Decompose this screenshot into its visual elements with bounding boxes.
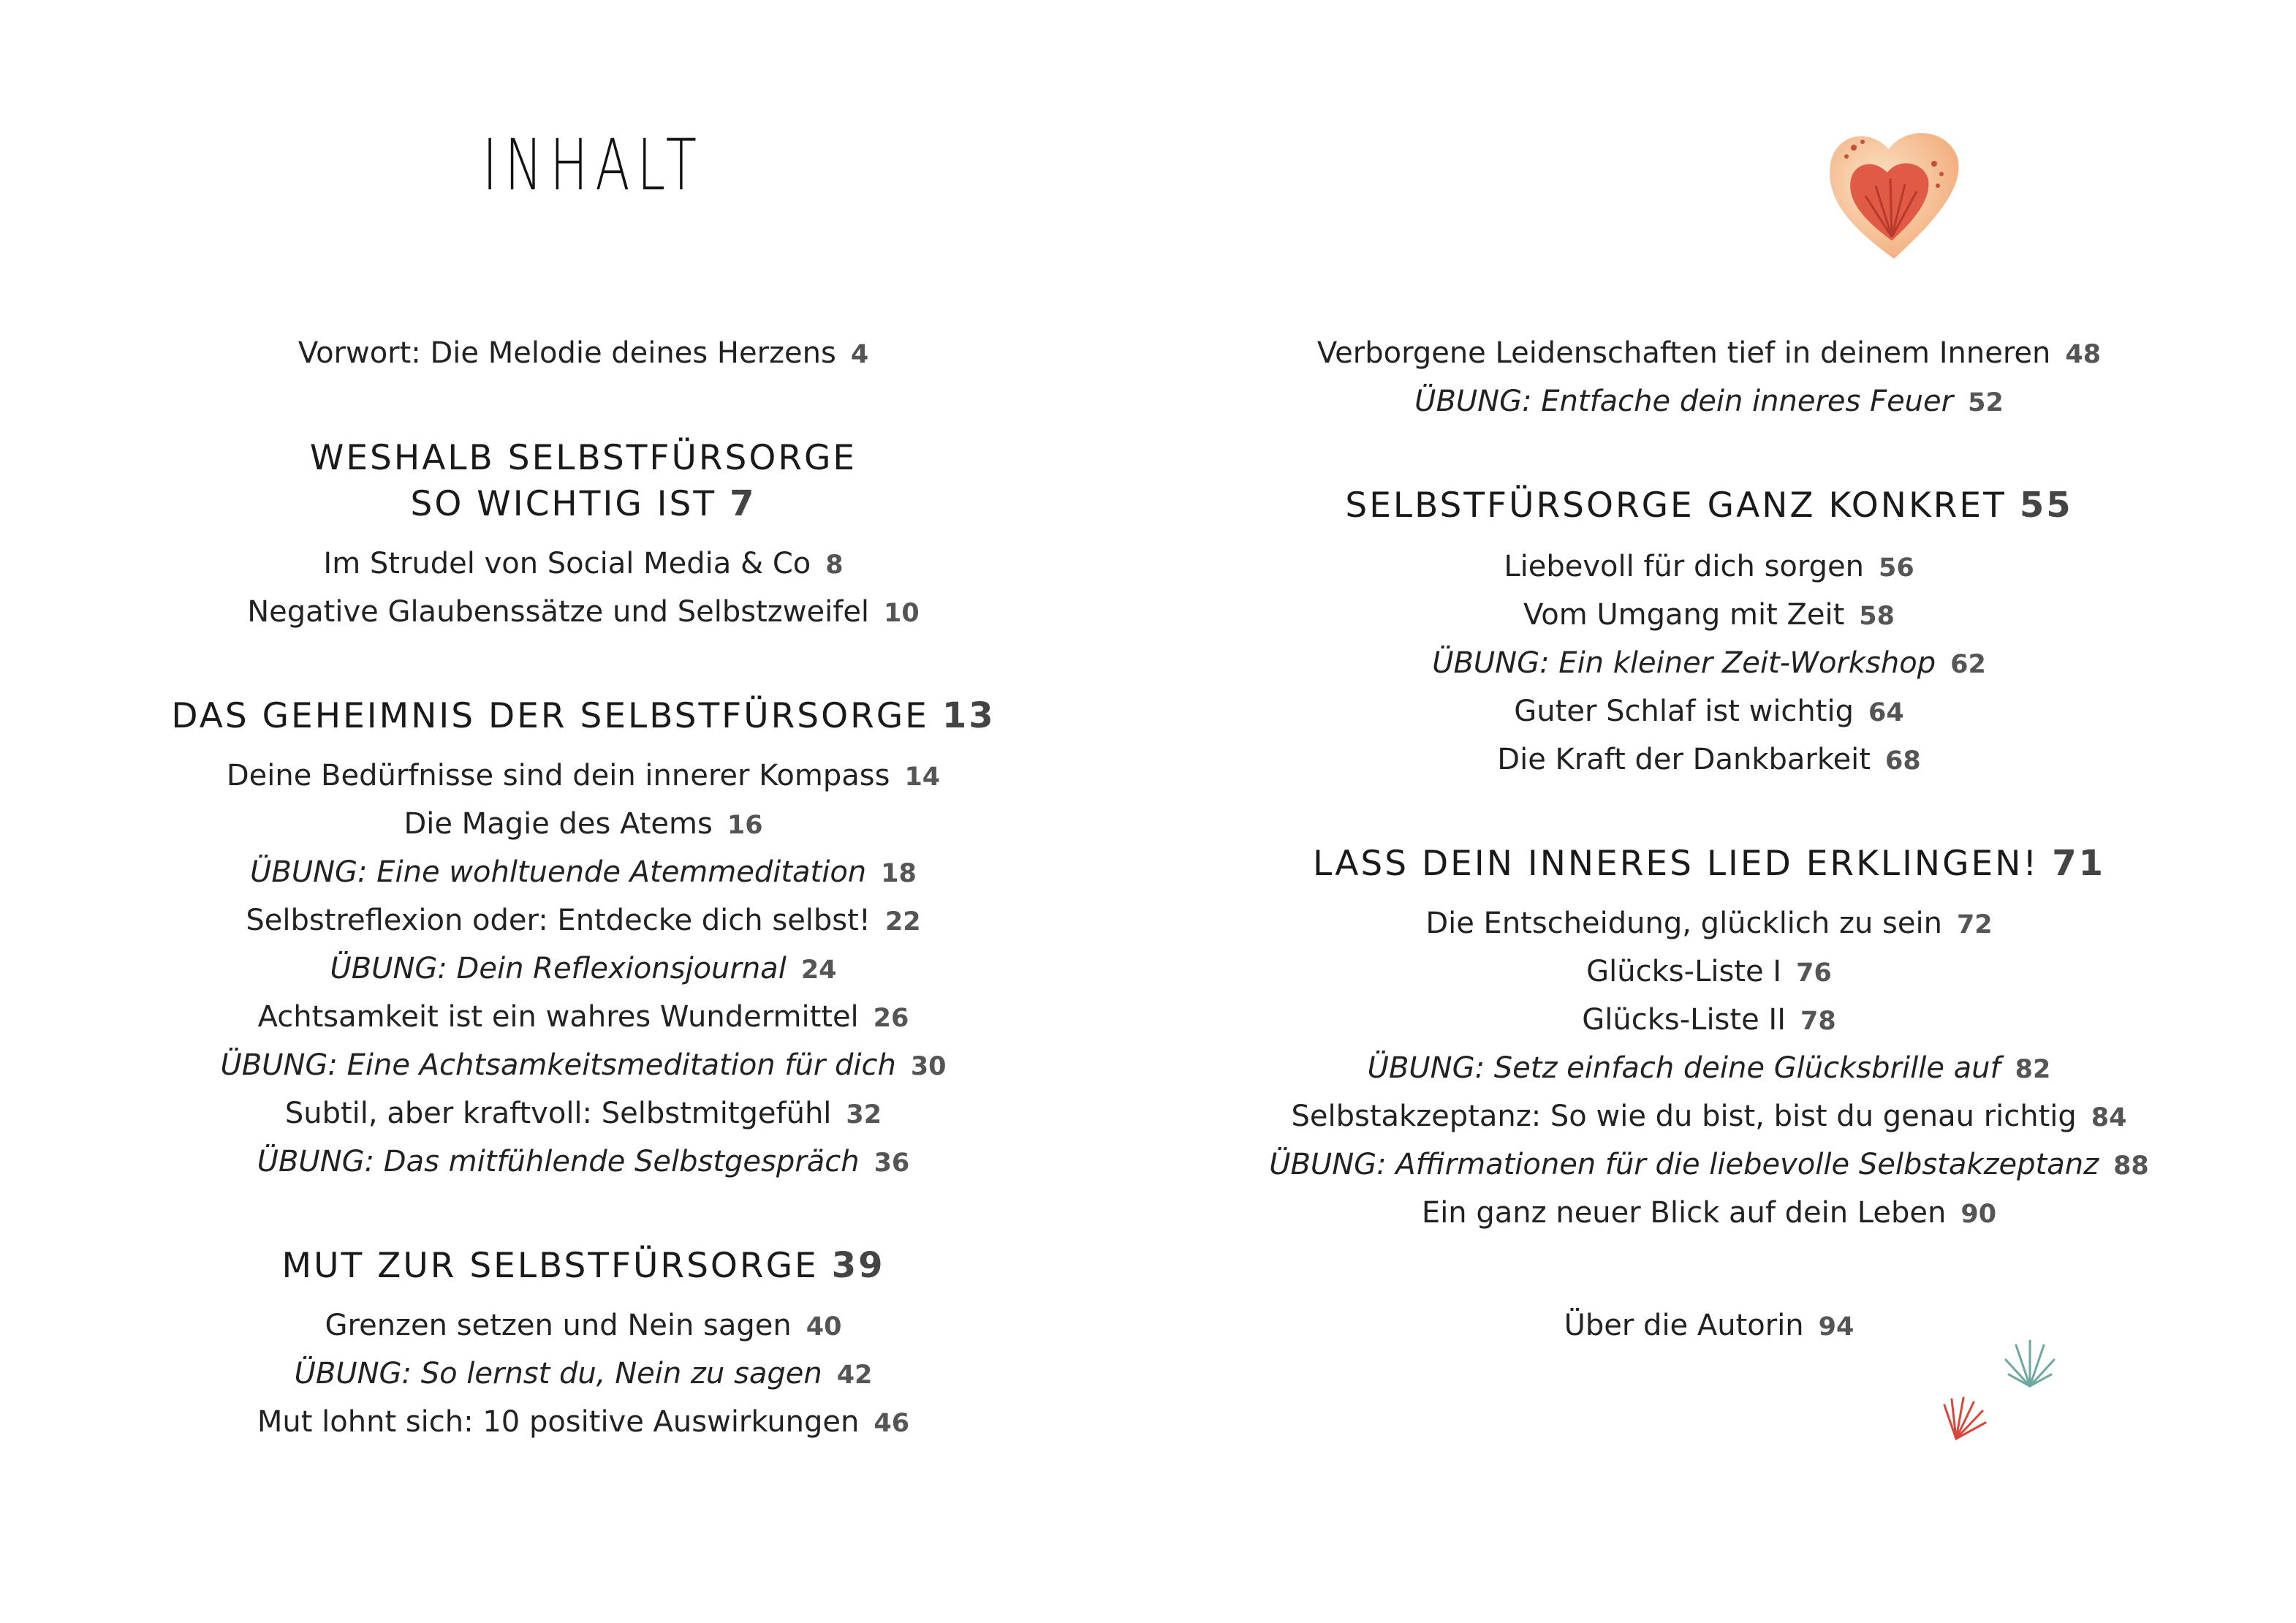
toc-entry[interactable] <box>108 543 1058 586</box>
toc-entry[interactable] <box>1234 594 2184 637</box>
heart-icon <box>1825 120 1963 266</box>
toc-entry-exercise[interactable] <box>1234 1144 2184 1187</box>
entry-title: Die Entscheidung, glücklich zu sein <box>1425 907 1942 940</box>
toc-entry[interactable] <box>1234 739 2184 782</box>
toc-entry[interactable] <box>1234 999 2184 1042</box>
section-heading-mut[interactable] <box>108 1243 1058 1289</box>
page-number: 16 <box>727 811 763 840</box>
entry-title: ÜBUNG: Affirmationen für die liebevolle Selbstakzeptanz <box>1269 1148 2099 1181</box>
toc-entry[interactable] <box>108 1401 1058 1444</box>
entry-title: ÜBUNG: Entfache dein inneres Feuer <box>1414 385 1954 418</box>
section-heading-konkret[interactable] <box>1234 483 2184 529</box>
section-heading-text: DAS GEHEIMNIS DER SELBSTFÜRSORGE <box>171 696 929 736</box>
page-number: 7 <box>730 483 757 524</box>
toc-entry[interactable] <box>1234 903 2184 945</box>
toc-entry[interactable] <box>1234 1192 2184 1235</box>
entry-title: Ein ganz neuer Blick auf dein Leben <box>1421 1196 1947 1230</box>
page-number: 22 <box>884 907 921 937</box>
page-number: 26 <box>873 1004 909 1033</box>
toc-entry[interactable] <box>1234 951 2184 994</box>
sprig-icon <box>2003 1338 2057 1388</box>
entry-title: Selbstakzeptanz: So wie du bist, bist du genau richtig <box>1291 1100 2077 1133</box>
entry-title: Subtil, aber kraftvoll: Selbstmitgefühl <box>284 1097 832 1130</box>
page-number: 4 <box>850 340 869 369</box>
section-heading-line2: SO WICHTIG IST <box>410 484 717 524</box>
page-number: 90 <box>1960 1200 1997 1229</box>
toc-entry-vorwort[interactable] <box>108 333 1058 375</box>
toc-entry[interactable] <box>1234 546 2184 589</box>
page-number: 62 <box>1950 650 1986 679</box>
toc-entry-exercise[interactable] <box>108 1353 1058 1396</box>
entry-title: Deine Bedürfnisse sind dein innerer Kompass <box>226 759 890 792</box>
page-number: 8 <box>825 551 844 580</box>
entry-title: ÜBUNG: Ein kleiner Zeit-Workshop <box>1432 646 1936 680</box>
page-number: 18 <box>881 859 917 888</box>
entry-title: Glücks-Liste I <box>1586 955 1782 988</box>
entry-title: Die Kraft der Dankbarkeit <box>1497 743 1871 776</box>
toc-entry[interactable] <box>108 996 1058 1039</box>
page-number: 48 <box>2065 340 2102 369</box>
toc-entry[interactable] <box>108 591 1058 634</box>
entry-title: Glücks-Liste II <box>1582 1003 1786 1037</box>
sprig-icon <box>1941 1395 1988 1440</box>
section-heading-lied[interactable] <box>1234 841 2184 887</box>
page-number: 78 <box>1800 1007 1836 1036</box>
section-heading-line1: WESHALB SELBSTFÜRSORGE <box>309 438 857 478</box>
page-number: 36 <box>874 1149 910 1178</box>
page-number: 10 <box>884 599 920 628</box>
page-number: 88 <box>2113 1151 2149 1181</box>
page-number: 55 <box>2019 485 2073 526</box>
page-number: 84 <box>2091 1103 2127 1132</box>
entry-title: Selbstreflexion oder: Entdecke dich selbst! <box>246 904 871 937</box>
page-number: 40 <box>806 1312 842 1342</box>
toc-entry-exercise[interactable] <box>108 1045 1058 1087</box>
page-number: 58 <box>1859 602 1895 631</box>
entry-title: ÜBUNG: So lernst du, Nein zu sagen <box>294 1357 822 1391</box>
entry-title: Die Magie des Atems <box>403 807 713 841</box>
entry-title: Im Strudel von Social Media & Co <box>323 547 811 580</box>
toc-entry[interactable] <box>108 755 1058 798</box>
page-number: 76 <box>1796 958 1832 988</box>
page-number: 32 <box>846 1100 882 1130</box>
page-number: 72 <box>1956 910 1993 939</box>
page-number: 71 <box>2052 843 2106 884</box>
toc-entry[interactable] <box>1234 1096 2184 1138</box>
toc-entry[interactable] <box>108 803 1058 846</box>
page-number: 14 <box>904 763 941 792</box>
page-number: 52 <box>1968 388 2004 417</box>
toc-entry-exercise[interactable] <box>108 1141 1058 1184</box>
toc-entry-exercise[interactable] <box>108 852 1058 894</box>
toc-entry-exercise[interactable] <box>108 948 1058 991</box>
entry-title: ÜBUNG: Dein Reflexionsjournal <box>330 952 787 985</box>
toc-entry[interactable] <box>108 900 1058 942</box>
entry-title: Grenzen setzen und Nein sagen <box>325 1309 792 1342</box>
section-heading-text: LASS DEIN INNERES LIED ERKLINGEN! <box>1312 844 2039 884</box>
entry-title: Über die Autorin <box>1564 1309 1804 1342</box>
toc-entry[interactable] <box>1234 691 2184 733</box>
section-heading-text: MUT ZUR SELBSTFÜRSORGE <box>281 1246 819 1286</box>
toc-entry[interactable] <box>108 1305 1058 1347</box>
page-number: 94 <box>1818 1312 1854 1342</box>
page-number: 46 <box>874 1409 910 1438</box>
toc-entry[interactable] <box>108 1093 1058 1135</box>
page-number: 39 <box>831 1245 885 1286</box>
entry-title: ÜBUNG: Das mitfühlende Selbstgespräch <box>257 1145 860 1179</box>
section-heading-weshalb[interactable] <box>108 436 1058 481</box>
entry-title: Liebevoll für dich sorgen <box>1504 550 1864 583</box>
page-number: 13 <box>941 695 996 736</box>
entry-title: Guter Schlaf ist wichtig <box>1514 695 1854 728</box>
entry-title: Achtsamkeit ist ein wahres Wundermittel <box>257 1000 859 1034</box>
section-heading-weshalb-line2[interactable] <box>108 481 1058 527</box>
entry-title: ÜBUNG: Eine Achtsamkeitsmeditation für dich <box>220 1048 896 1082</box>
page-number: 30 <box>910 1052 947 1081</box>
page-title: INHALT <box>482 124 705 206</box>
entry-title: Vom Umgang mit Zeit <box>1523 598 1845 632</box>
page-number: 68 <box>1884 746 1921 776</box>
entry-title: Negative Glaubenssätze und Selbstzweifel <box>247 595 870 629</box>
entry-title: Verborgene Leidenschaften tief in deinem Inneren <box>1316 336 2051 370</box>
toc-entry-exercise[interactable] <box>1234 1048 2184 1090</box>
page-number: 56 <box>1878 553 1914 583</box>
entry-title: Mut lohnt sich: 10 positive Auswirkungen <box>257 1405 860 1439</box>
page-number: 24 <box>800 956 837 985</box>
page-number: 82 <box>2015 1055 2051 1084</box>
section-heading-geheimnis[interactable] <box>108 693 1058 739</box>
entry-title: ÜBUNG: Setz einfach deine Glücksbrille auf <box>1367 1051 2001 1085</box>
toc-entry[interactable] <box>1234 333 2184 375</box>
entry-title: Vorwort: Die Melodie deines Herzens <box>298 336 836 370</box>
section-heading-text: SELBSTFÜRSORGE GANZ KONKRET <box>1345 485 2007 526</box>
page-number: 64 <box>1868 698 1904 727</box>
page-number: 42 <box>836 1361 873 1390</box>
toc-entry-exercise[interactable] <box>1234 381 2184 423</box>
entry-title: ÜBUNG: Eine wohltuende Atemmeditation <box>250 855 867 889</box>
toc-entry-exercise[interactable] <box>1234 643 2184 685</box>
